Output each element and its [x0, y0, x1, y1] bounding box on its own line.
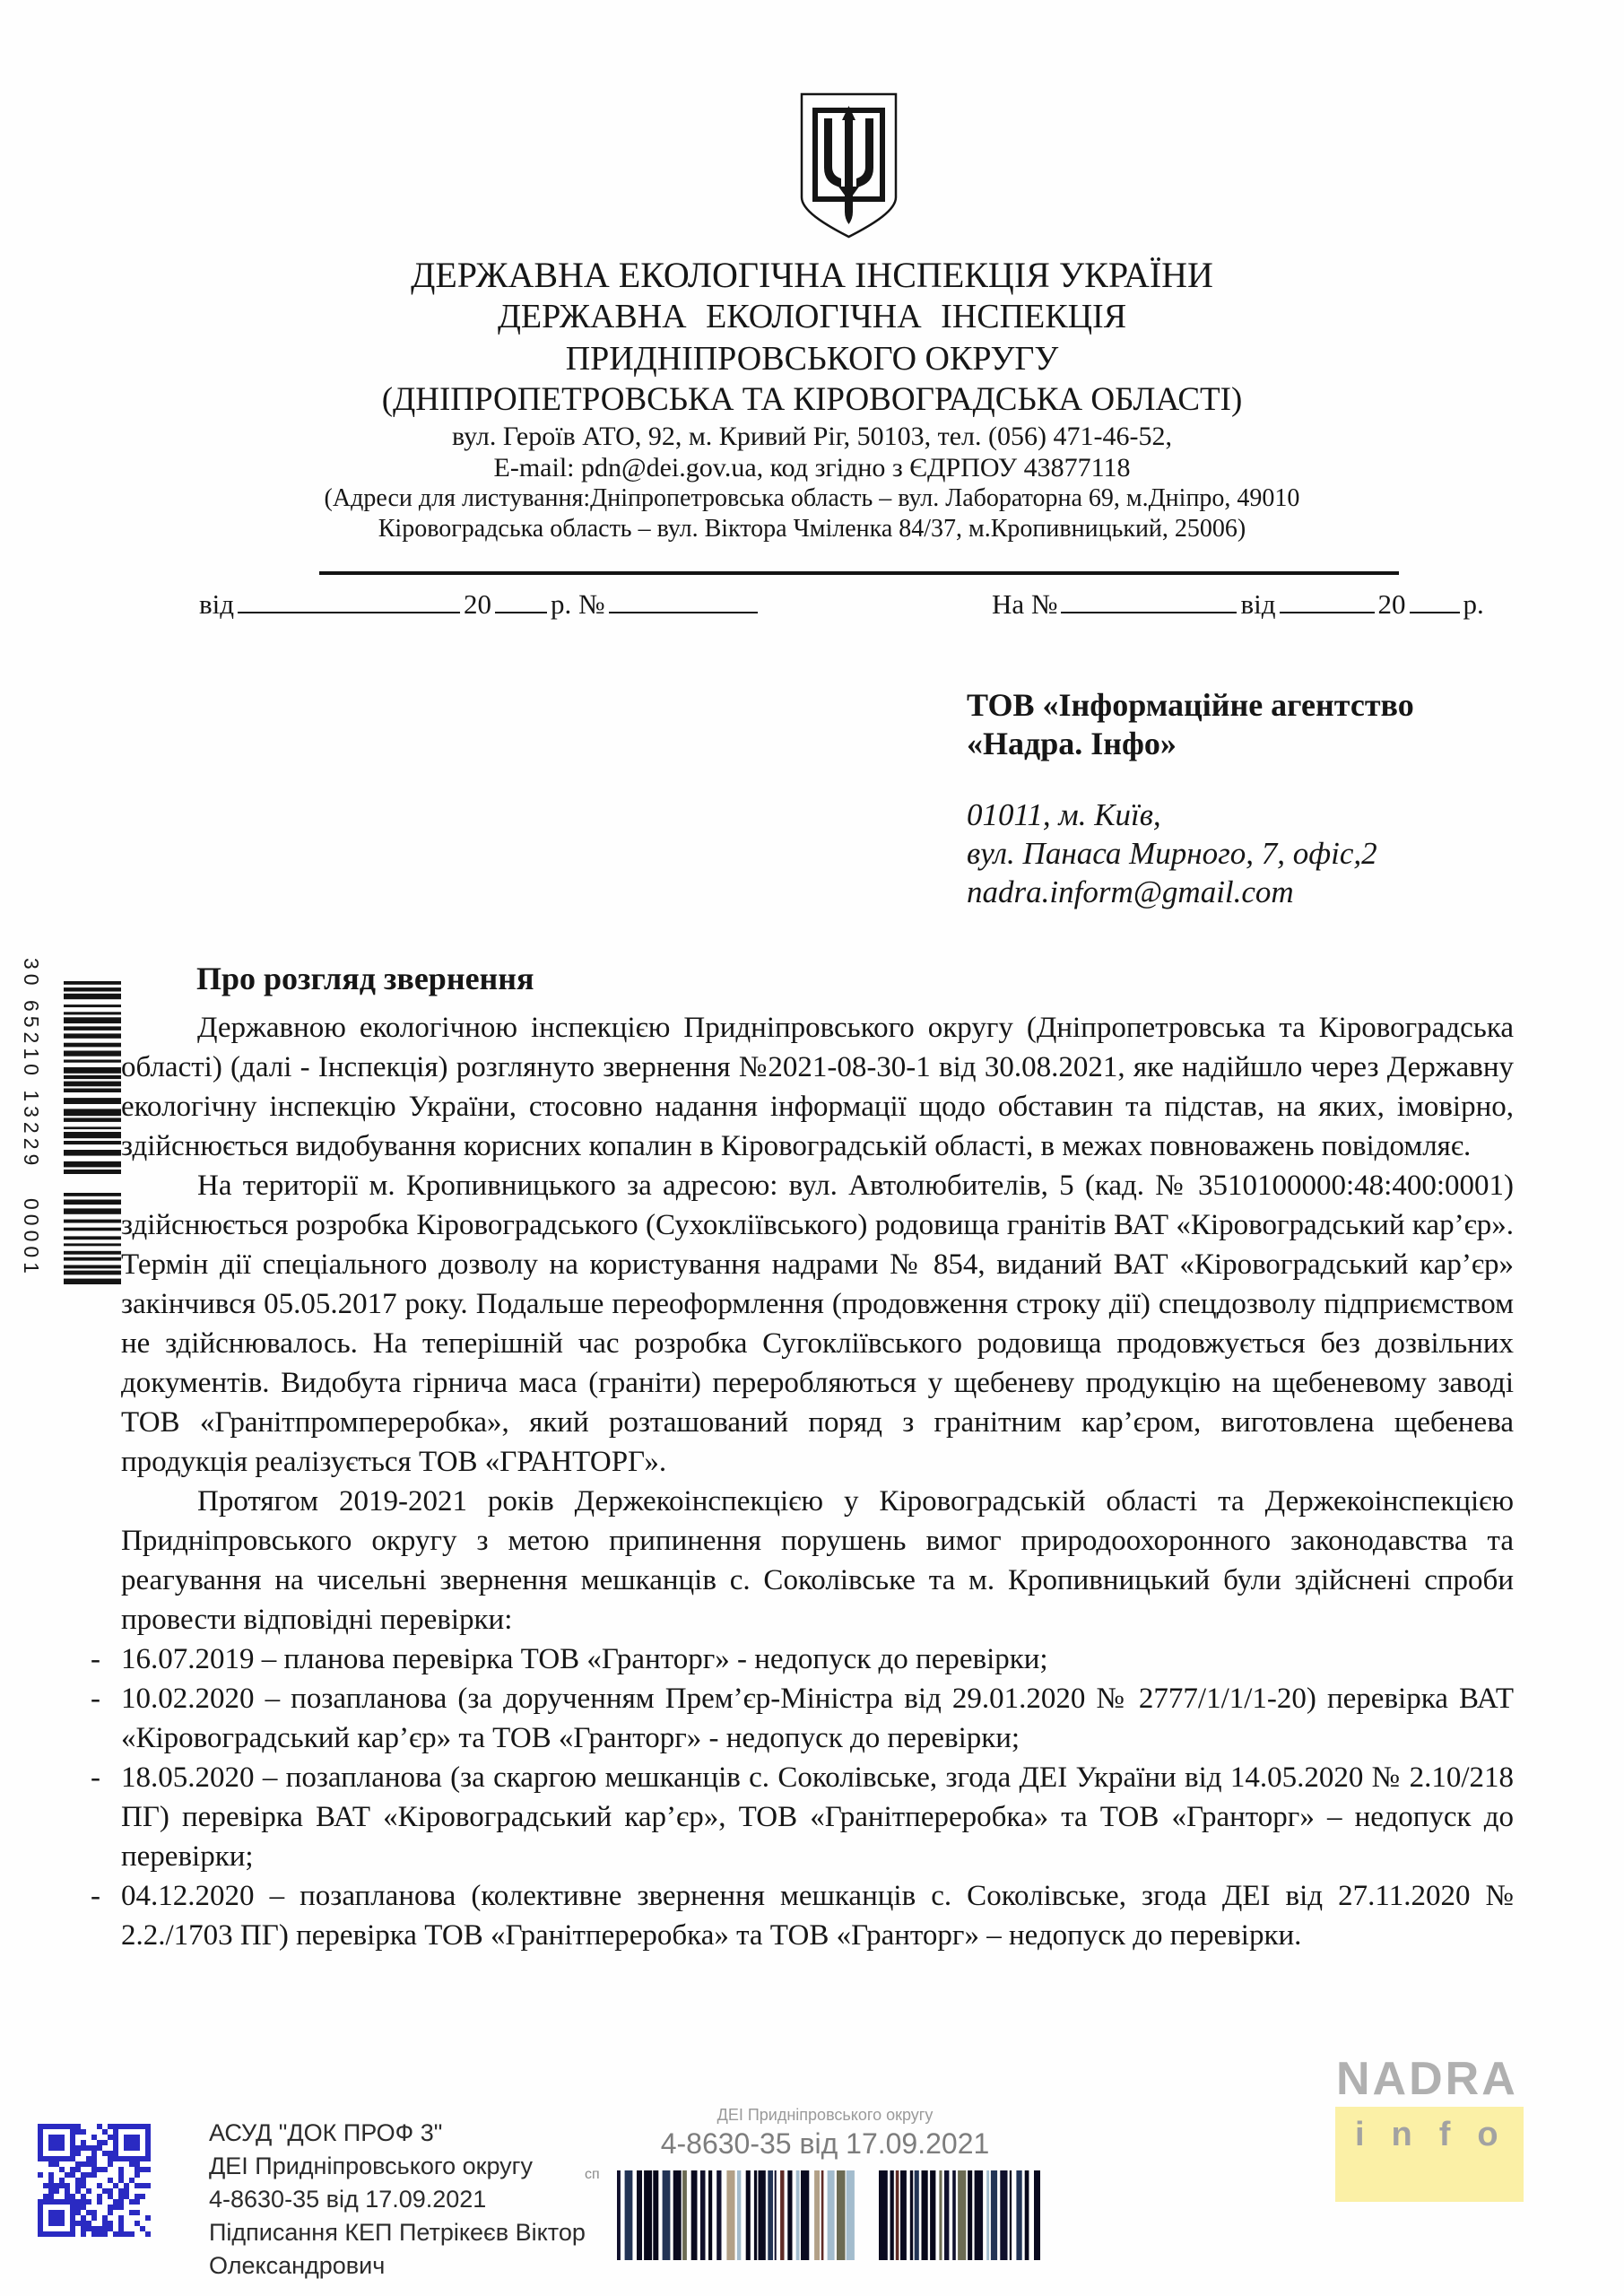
paragraph: Державною екологічною інспекцією Придніпровського округу (Дніпропетровська та Кіровоградська області) (далі - Інспекція) розглянуто звернення №2021-08-30-1 від 30.08.2021, яке надійшло через Державну екологічну інспекцію України, стосовно надання інформації щодо обставин та підстав, на яких, імовірно, здійснюється видобування корисних копалин в Кіровоградській області, в межах повноважень повідомляє.: [121, 1012, 1514, 1162]
org-address-line: вул. Героїв АТО, 92, м. Кривий Ріг, 50103, тел. (056) 471-46-52,: [452, 422, 1172, 451]
blank-underline: [1410, 585, 1460, 613]
blank-underline: [1061, 585, 1237, 613]
qr-code: [38, 2124, 151, 2237]
signature-signer-line1: Підписання КЕП Петрікеєв Віктор: [209, 2219, 586, 2246]
blank-underline: [1280, 585, 1375, 613]
list-dash: -: [91, 1683, 100, 1715]
ref-r-label: р.: [1463, 588, 1484, 620]
vertical-barcode-lower: [64, 1193, 121, 1284]
signature-signer-line2: Олександрович: [209, 2252, 386, 2279]
list-item-text: 18.05.2020 – позапланова (за скаргою мешканців с. Соколівське, згода ДЕІ України від 14.05.2020 № 2.10/218 ПГ) перевірка ВАТ «Кіровоградський кар’єр», ТОВ «Гранітпереробка» та ТОВ «Гранторг» – недопуск до перевірки;: [121, 1761, 1514, 1873]
recipient-email: nadra.inform@gmail.com: [967, 874, 1294, 909]
watermark-title: NADRA: [1336, 2053, 1518, 2105]
letter-body: [91, 1008, 1514, 1955]
list-dash: -: [91, 1880, 100, 1912]
org-email-line: E-mail: pdn@dei.gov.ua, код згідно з ЄДРПОУ 43877118: [493, 453, 1131, 483]
ref-rno-label: р. №: [551, 588, 605, 620]
ref-na-label: На №: [992, 588, 1058, 620]
recipient-name-line2: «Надра. Інфо»: [967, 726, 1177, 761]
vertical-barcode-upper: [64, 981, 121, 1177]
coat-of-arms-emblem: [796, 91, 901, 240]
watermark-info-box: [1335, 2107, 1524, 2202]
vertical-barcode-upper-digits: 30 65210 13229: [20, 958, 43, 1170]
blank-underline: [609, 585, 758, 613]
ref-number-left: [199, 585, 761, 621]
signature-org: ДЕІ Придніпровського округу: [209, 2152, 534, 2179]
list-dash: -: [91, 1761, 100, 1794]
list-item-text: 16.07.2019 – планова перевірка ТОВ «Гранторг» - недопуск до перевірки;: [121, 1643, 1048, 1675]
list-item-text: 10.02.2020 – позапланова (за дорученням Прем’єр-Міністра від 29.01.2020 № 2777/1/1/1-20) перевірка ВАТ «Кіровоградський кар’єр» та ТОВ «Гранторг» - недопуск до перевірки;: [121, 1683, 1514, 1754]
signature-system: АСУД "ДОК ПРОФ 3": [209, 2119, 443, 2146]
ref-number-right: [992, 585, 1484, 621]
ref-year-label: 20: [464, 588, 492, 620]
letterhead: [0, 254, 1624, 544]
recipient-postal-code: 01011, м. Київ,: [967, 797, 1161, 832]
paragraph: Протягом 2019-2021 років Держекоінспекцією у Кіровоградській області та Держекоінспекцією Придніпровського округу з метою припинення порушень вимог природоохоронного законодавства та реагування на чисельні звернення мешканців с. Соколівське та м. Кропивницький були здійснені спроби провести відповідні перевірки:: [121, 1485, 1514, 1636]
ref-year2-label: 20: [1377, 588, 1406, 620]
list-item: [91, 1639, 1514, 1679]
stamp-barcode: [617, 2170, 1040, 2260]
ref-vid-label: від: [199, 588, 235, 620]
blank-underline: [495, 585, 547, 613]
list-item-text: 04.12.2020 – позапланова (колективне звернення мешканців с. Соколівське, згода ДЕІ від 27.11.2020 № 2.2./1703 ПГ) перевірка ТОВ «Гранітпереробка» та ТОВ «Гранторг» – недопуск до перевірки.: [121, 1880, 1514, 1952]
paragraph: На території м. Кропивницького за адресою: вул. Автолюбителів, 5 (кад. № 3510100000:48:400:0001) здійснюється розробка Кіровоградського (Сухокліївського) родовища гранітів ВАТ «Кіровоградський кар’єр». Термін дії спеціального дозволу на користування надрами № 854, виданий ВАТ «Кіровоградський кар’єр» закінчився 05.05.2017 року. Подальше переоформлення (продовження строку дії) спецдозволу підприємством не здійснювалось. На теперішній час розробка Сугокліївського родовища продовжується без дозвільних документів. Видобута гірнича маса (граніти) переробляються у щебеневу продукцію на щебеневому заводі ТОВ «Гранітпромпереробка», який розташований поряд з гранітним кар’єром, виготовлена щебенева продукція реалізується ТОВ «ГРАНТОРГ».: [121, 1170, 1514, 1478]
recipient-street: вул. Панаса Мирного, 7, офіс,2: [967, 836, 1377, 871]
stamp-doc-number: 4-8630-35 від 17.09.2021: [660, 2127, 990, 2160]
org-name-line1: ДЕРЖАВНА ЕКОЛОГІЧНА ІНСПЕКЦІЯ УКРАЇНИ: [411, 255, 1213, 295]
org-mailing-address-line1: (Адреси для листування:Дніпропетровська область – вул. Лабораторна 69, м.Дніпро, 49010: [324, 484, 1300, 512]
stamp-sp-label: сп: [585, 2167, 600, 2182]
org-mailing-address-line2: Кіровоградська область – вул. Віктора Чміленка 84/37, м.Кропивницький, 25006): [378, 515, 1246, 543]
subject-line: Про розгляд звернення: [196, 961, 534, 996]
letterhead-divider: [319, 571, 1399, 575]
list-item: [91, 1758, 1514, 1876]
recipient-name-line1: ТОВ «Інформаційне агентство: [967, 687, 1414, 723]
org-name-line2: ДЕРЖАВНА ЕКОЛОГІЧНА ІНСПЕКЦІЯ: [497, 298, 1127, 335]
org-name-line3: ПРИДНІПРОВСЬКОГО ОКРУГУ: [565, 340, 1059, 378]
list-item: [91, 1679, 1514, 1758]
list-item: [91, 1876, 1514, 1955]
blank-underline: [238, 585, 460, 613]
ref-vid2-label: від: [1240, 588, 1276, 620]
signature-doc-number: 4-8630-35 від 17.09.2021: [209, 2186, 487, 2213]
vertical-barcode-lower-digits: 00001: [20, 1198, 43, 1278]
org-name-line4: (ДНІПРОПЕТРОВСЬКА ТА КІРОВОГРАДСЬКА ОБЛАСТІ): [381, 381, 1243, 418]
recipient-block: [967, 686, 1505, 911]
list-dash: -: [91, 1643, 100, 1675]
watermark-info-label: info: [1355, 2116, 1525, 2153]
stamp-org-name: ДЕІ Придніпровського округу: [716, 2106, 934, 2124]
